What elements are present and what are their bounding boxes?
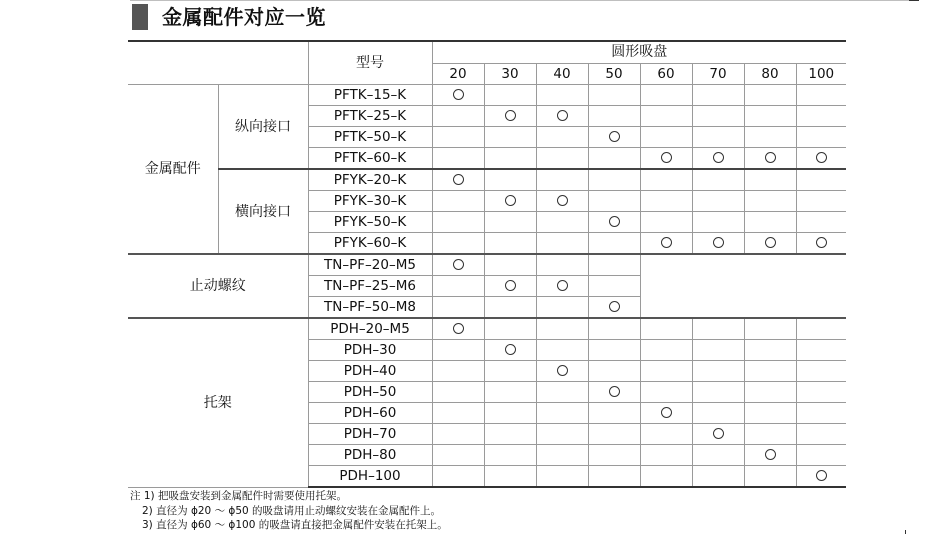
category-cell: 止动螺纹	[128, 254, 308, 318]
mark-cell	[796, 85, 846, 106]
mark-cell	[588, 445, 640, 466]
mark-cell	[484, 445, 536, 466]
mark-cell	[796, 233, 846, 255]
circle-mark-icon	[505, 110, 516, 121]
circle-mark-icon	[505, 344, 516, 355]
mark-cell	[536, 233, 588, 255]
model-cell: PDH–100	[308, 466, 432, 488]
note-1: 注 1) 把吸盘安装到金属配件时需要使用托架。	[130, 490, 347, 502]
mark-cell	[796, 191, 846, 212]
circle-mark-icon	[765, 449, 776, 460]
circle-mark-icon	[557, 280, 568, 291]
mark-cell	[692, 340, 744, 361]
circle-mark-icon	[713, 428, 724, 439]
mark-cell	[796, 127, 846, 148]
circle-mark-icon	[816, 152, 827, 163]
mark-cell	[692, 424, 744, 445]
mark-cell	[744, 445, 796, 466]
header-row-1	[128, 41, 846, 63]
mark-cell	[692, 169, 744, 191]
model-cell: PDH–50	[308, 382, 432, 403]
mark-cell	[640, 106, 692, 127]
mark-cell	[640, 169, 692, 191]
mark-cell	[484, 403, 536, 424]
mark-cell	[796, 403, 846, 424]
circle-mark-icon	[609, 131, 620, 142]
mark-cell	[484, 340, 536, 361]
model-cell: PFYK–20–K	[308, 169, 432, 191]
mark-cell	[536, 424, 588, 445]
table-body	[128, 41, 846, 487]
mark-cell	[536, 403, 588, 424]
mark-cell	[432, 340, 484, 361]
mark-cell	[588, 318, 640, 340]
mark-cell	[536, 254, 588, 276]
mark-cell	[536, 466, 588, 488]
circle-mark-icon	[816, 470, 827, 481]
mark-cell	[588, 233, 640, 255]
mark-cell	[796, 169, 846, 191]
mark-cell	[796, 445, 846, 466]
mark-cell	[640, 361, 692, 382]
mark-cell	[536, 382, 588, 403]
mark-cell	[692, 382, 744, 403]
mark-cell	[536, 148, 588, 170]
mark-cell	[744, 361, 796, 382]
mark-cell	[484, 254, 536, 276]
mark-cell	[588, 382, 640, 403]
mark-cell	[640, 148, 692, 170]
model-cell: PDH–20–M5	[308, 318, 432, 340]
model-cell: PDH–30	[308, 340, 432, 361]
model-cell: PFYK–50–K	[308, 212, 432, 233]
mark-cell	[640, 191, 692, 212]
mark-cell	[744, 382, 796, 403]
model-header: 型号	[308, 41, 432, 85]
mark-cell	[484, 212, 536, 233]
mark-cell	[432, 445, 484, 466]
circle-mark-icon	[713, 152, 724, 163]
mark-cell	[640, 424, 692, 445]
table-row	[128, 254, 846, 276]
size-header: 100	[796, 63, 846, 85]
mark-cell	[796, 424, 846, 445]
mark-cell	[588, 254, 640, 276]
mark-cell	[536, 212, 588, 233]
mark-cell	[744, 169, 796, 191]
mark-cell	[692, 466, 744, 488]
mark-cell	[588, 466, 640, 488]
header-corner	[128, 41, 308, 85]
mark-cell	[796, 340, 846, 361]
mark-cell	[744, 466, 796, 488]
mark-cell	[588, 403, 640, 424]
mark-cell	[432, 466, 484, 488]
subgroup-cell: 纵向接口	[218, 85, 308, 170]
mark-cell	[484, 318, 536, 340]
mark-cell	[432, 424, 484, 445]
mark-cell	[692, 212, 744, 233]
circle-mark-icon	[609, 216, 620, 227]
mark-cell	[588, 297, 640, 319]
notes	[130, 489, 448, 533]
circle-mark-icon	[453, 174, 464, 185]
mark-cell	[640, 403, 692, 424]
mark-cell	[432, 297, 484, 319]
mark-cell	[692, 127, 744, 148]
mark-cell	[432, 148, 484, 170]
model-cell: PFTK–50–K	[308, 127, 432, 148]
mark-cell	[640, 318, 692, 340]
note-2: 2) 直径为 ϕ20 ～ ϕ50 的吸盘请用止动螺纹安装在金属配件上。	[142, 504, 442, 517]
mark-cell	[432, 106, 484, 127]
page-tick	[905, 530, 906, 534]
mark-cell	[796, 148, 846, 170]
mark-cell	[536, 276, 588, 297]
size-header: 30	[484, 63, 536, 85]
circle-mark-icon	[557, 110, 568, 121]
circle-mark-icon	[661, 237, 672, 248]
mark-cell	[744, 424, 796, 445]
mark-cell	[432, 361, 484, 382]
circle-mark-icon	[609, 386, 620, 397]
subgroup-cell: 横向接口	[218, 169, 308, 254]
mark-cell	[484, 297, 536, 319]
mark-cell	[640, 340, 692, 361]
circle-mark-icon	[453, 259, 464, 270]
circle-mark-icon	[557, 365, 568, 376]
mark-cell	[432, 318, 484, 340]
model-cell: TN–PF–25–M6	[308, 276, 432, 297]
mark-cell	[588, 106, 640, 127]
mark-cell	[432, 254, 484, 276]
mark-cell	[640, 233, 692, 255]
fitting-compatibility-table	[128, 40, 846, 488]
mark-cell	[640, 212, 692, 233]
mark-cell	[692, 318, 744, 340]
note-3: 3) 直径为 ϕ60 ～ ϕ100 的吸盘请直接把金属配件安装在托架上。	[142, 519, 448, 531]
mark-cell	[796, 382, 846, 403]
model-cell: PFYK–30–K	[308, 191, 432, 212]
mark-cell	[536, 297, 588, 319]
mark-cell	[744, 191, 796, 212]
circle-mark-icon	[661, 407, 672, 418]
model-cell: PFTK–25–K	[308, 106, 432, 127]
size-header: 50	[588, 63, 640, 85]
circle-mark-icon	[713, 237, 724, 248]
mark-cell	[744, 233, 796, 255]
mark-cell	[640, 127, 692, 148]
mark-cell	[484, 106, 536, 127]
mark-cell	[432, 276, 484, 297]
empty-region	[640, 254, 846, 318]
mark-cell	[432, 85, 484, 106]
mark-cell	[588, 169, 640, 191]
mark-cell	[484, 169, 536, 191]
mark-cell	[744, 212, 796, 233]
model-cell: TN–PF–20–M5	[308, 254, 432, 276]
size-header: 60	[640, 63, 692, 85]
circle-mark-icon	[453, 89, 464, 100]
mark-cell	[640, 445, 692, 466]
circle-mark-icon	[661, 152, 672, 163]
circle-mark-icon	[765, 237, 776, 248]
mark-cell	[796, 466, 846, 488]
mark-cell	[536, 445, 588, 466]
title-marker	[132, 4, 148, 30]
mark-cell	[640, 382, 692, 403]
page-title: 金属配件对应一览	[162, 5, 326, 29]
mark-cell	[536, 191, 588, 212]
mark-cell	[744, 318, 796, 340]
mark-cell	[536, 106, 588, 127]
mark-cell	[796, 318, 846, 340]
mark-cell	[796, 106, 846, 127]
mark-cell	[588, 148, 640, 170]
mark-cell	[484, 382, 536, 403]
mark-cell	[432, 127, 484, 148]
mark-cell	[484, 233, 536, 255]
mark-cell	[536, 340, 588, 361]
circle-mark-icon	[505, 195, 516, 206]
model-cell: PDH–40	[308, 361, 432, 382]
mark-cell	[588, 127, 640, 148]
mark-cell	[744, 340, 796, 361]
model-cell: PDH–70	[308, 424, 432, 445]
circle-mark-icon	[609, 301, 620, 312]
top-rule	[130, 0, 910, 1]
mark-cell	[536, 169, 588, 191]
mark-cell	[588, 424, 640, 445]
table-row	[128, 169, 846, 191]
model-cell: PFTK–60–K	[308, 148, 432, 170]
mark-cell	[744, 85, 796, 106]
category-cell: 托架	[128, 318, 308, 487]
mark-cell	[744, 106, 796, 127]
model-cell: PFTK–15–K	[308, 85, 432, 106]
mark-cell	[692, 106, 744, 127]
mark-cell	[692, 233, 744, 255]
cup-group-header: 圆形吸盘	[432, 41, 846, 63]
mark-cell	[588, 85, 640, 106]
mark-cell	[484, 424, 536, 445]
size-header: 70	[692, 63, 744, 85]
mark-cell	[484, 191, 536, 212]
mark-cell	[484, 127, 536, 148]
mark-cell	[692, 148, 744, 170]
mark-cell	[432, 169, 484, 191]
mark-cell	[640, 466, 692, 488]
mark-cell	[484, 85, 536, 106]
mark-cell	[744, 127, 796, 148]
mark-cell	[432, 233, 484, 255]
mark-cell	[588, 191, 640, 212]
mark-cell	[432, 403, 484, 424]
mark-cell	[588, 212, 640, 233]
mark-cell	[744, 148, 796, 170]
mark-cell	[536, 127, 588, 148]
table-row	[128, 85, 846, 106]
mark-cell	[796, 212, 846, 233]
mark-cell	[588, 340, 640, 361]
mark-cell	[588, 361, 640, 382]
model-cell: PFYK–60–K	[308, 233, 432, 255]
mark-cell	[692, 403, 744, 424]
size-header: 40	[536, 63, 588, 85]
size-header: 80	[744, 63, 796, 85]
mark-cell	[484, 466, 536, 488]
mark-cell	[432, 382, 484, 403]
mark-cell	[484, 276, 536, 297]
mark-cell	[536, 85, 588, 106]
model-cell: PDH–80	[308, 445, 432, 466]
category-cell: 金属配件	[128, 85, 218, 255]
mark-cell	[536, 361, 588, 382]
circle-mark-icon	[816, 237, 827, 248]
mark-cell	[484, 148, 536, 170]
circle-mark-icon	[453, 323, 464, 334]
mark-cell	[692, 85, 744, 106]
mark-cell	[796, 361, 846, 382]
circle-mark-icon	[505, 280, 516, 291]
mark-cell	[692, 191, 744, 212]
mark-cell	[588, 276, 640, 297]
circle-mark-icon	[557, 195, 568, 206]
mark-cell	[692, 445, 744, 466]
model-cell: TN–PF–50–M8	[308, 297, 432, 319]
table-row	[128, 318, 846, 340]
mark-cell	[484, 361, 536, 382]
mark-cell	[640, 85, 692, 106]
mark-cell	[744, 403, 796, 424]
top-dash	[909, 0, 919, 1]
model-cell: PDH–60	[308, 403, 432, 424]
mark-cell	[432, 191, 484, 212]
mark-cell	[432, 212, 484, 233]
circle-mark-icon	[765, 152, 776, 163]
mark-cell	[692, 361, 744, 382]
mark-cell	[536, 318, 588, 340]
size-header: 20	[432, 63, 484, 85]
